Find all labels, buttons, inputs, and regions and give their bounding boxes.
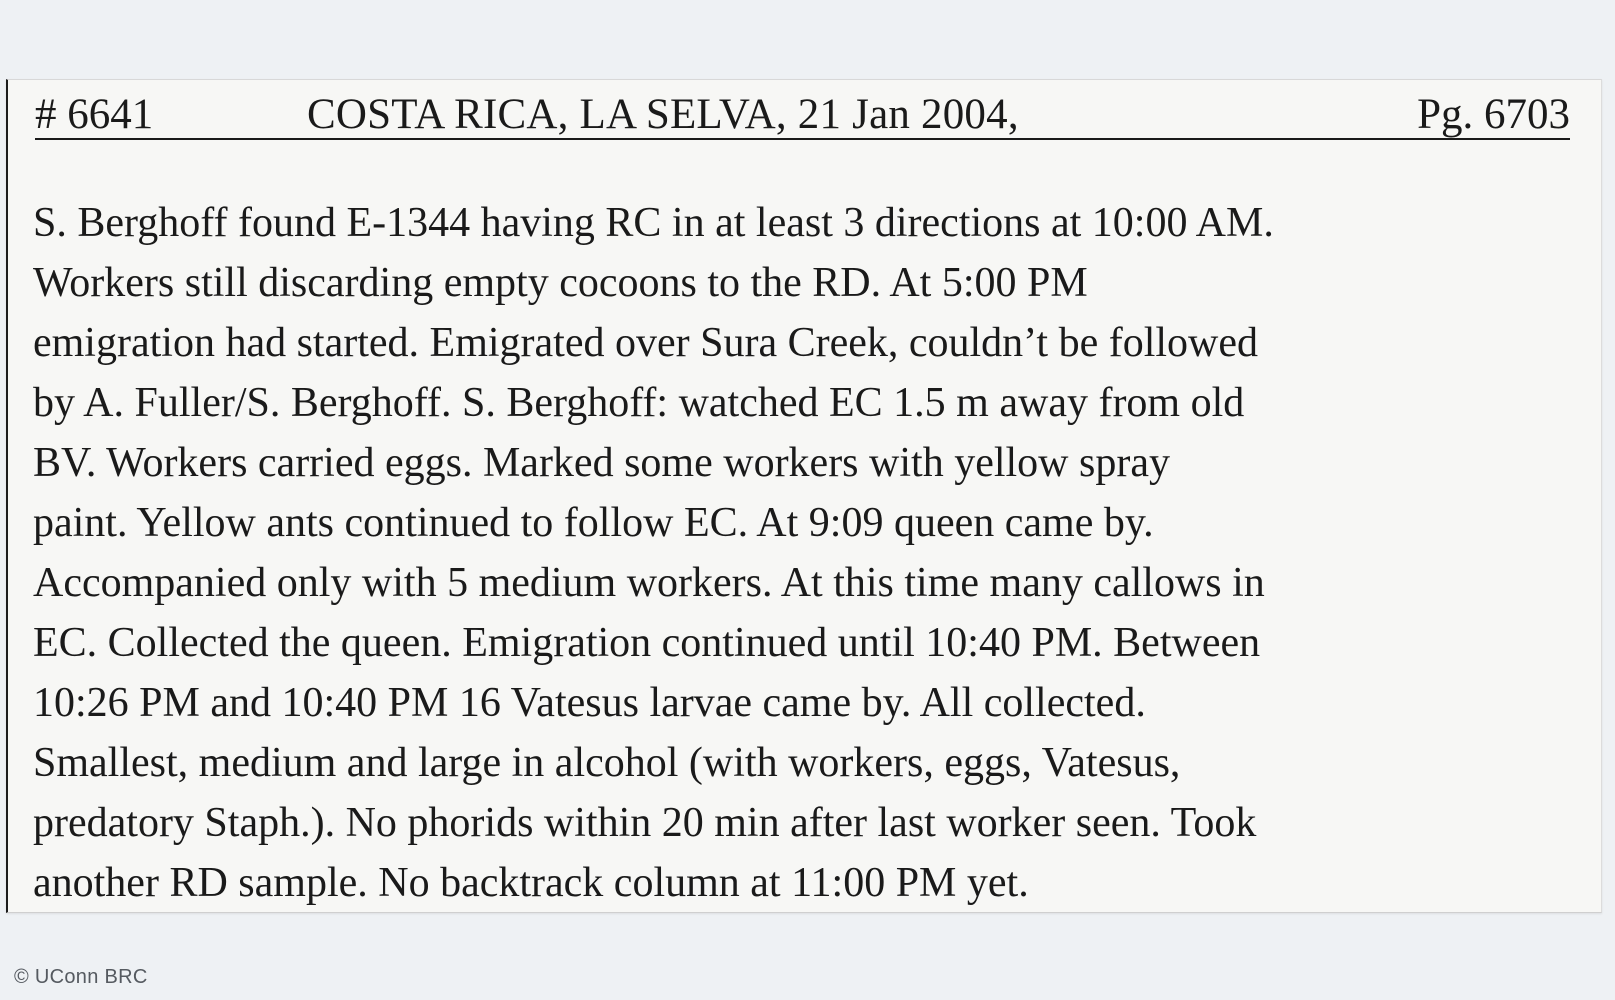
note-line: another RD sample. No backtrack column at 11:00 PM yet.	[33, 860, 1029, 906]
field-note-card	[6, 79, 1602, 913]
note-line: Accompanied only with 5 medium workers. At this time many callows in	[33, 560, 1265, 606]
note-line: 10:26 PM and 10:40 PM 16 Vatesus larvae came by. All collected.	[33, 680, 1146, 726]
note-line: emigration had started. Emigrated over Sura Creek, couldn’t be followed	[33, 320, 1259, 366]
note-line: predatory Staph.). No phorids within 20 min after last worker seen. Took	[33, 800, 1257, 846]
note-line: Workers still discarding empty cocoons to the RD. At 5:00 PM	[33, 260, 1088, 306]
note-line: paint. Yellow ants continued to follow EC. At 9:09 queen came by.	[33, 500, 1154, 546]
note-body	[33, 193, 1593, 913]
note-line: S. Berghoff found E-1344 having RC in at least 3 directions at 10:00 AM.	[33, 200, 1274, 246]
note-line: Smallest, medium and large in alcohol (with workers, eggs, Vatesus,	[33, 740, 1181, 786]
note-line: EC. Collected the queen. Emigration continued until 10:40 PM. Between	[33, 620, 1261, 666]
copyright-notice: © UConn BRC	[14, 966, 148, 988]
card-header	[35, 88, 1570, 140]
note-line: by A. Fuller/S. Berghoff. S. Berghoff: watched EC 1.5 m away from old	[33, 380, 1245, 426]
record-number: # 6641	[35, 91, 154, 138]
page-number: Pg. 6703	[1417, 91, 1570, 138]
location-date: COSTA RICA, LA SELVA, 21 Jan 2004,	[307, 91, 1019, 138]
note-line: BV. Workers carried eggs. Marked some workers with yellow spray	[33, 440, 1170, 486]
